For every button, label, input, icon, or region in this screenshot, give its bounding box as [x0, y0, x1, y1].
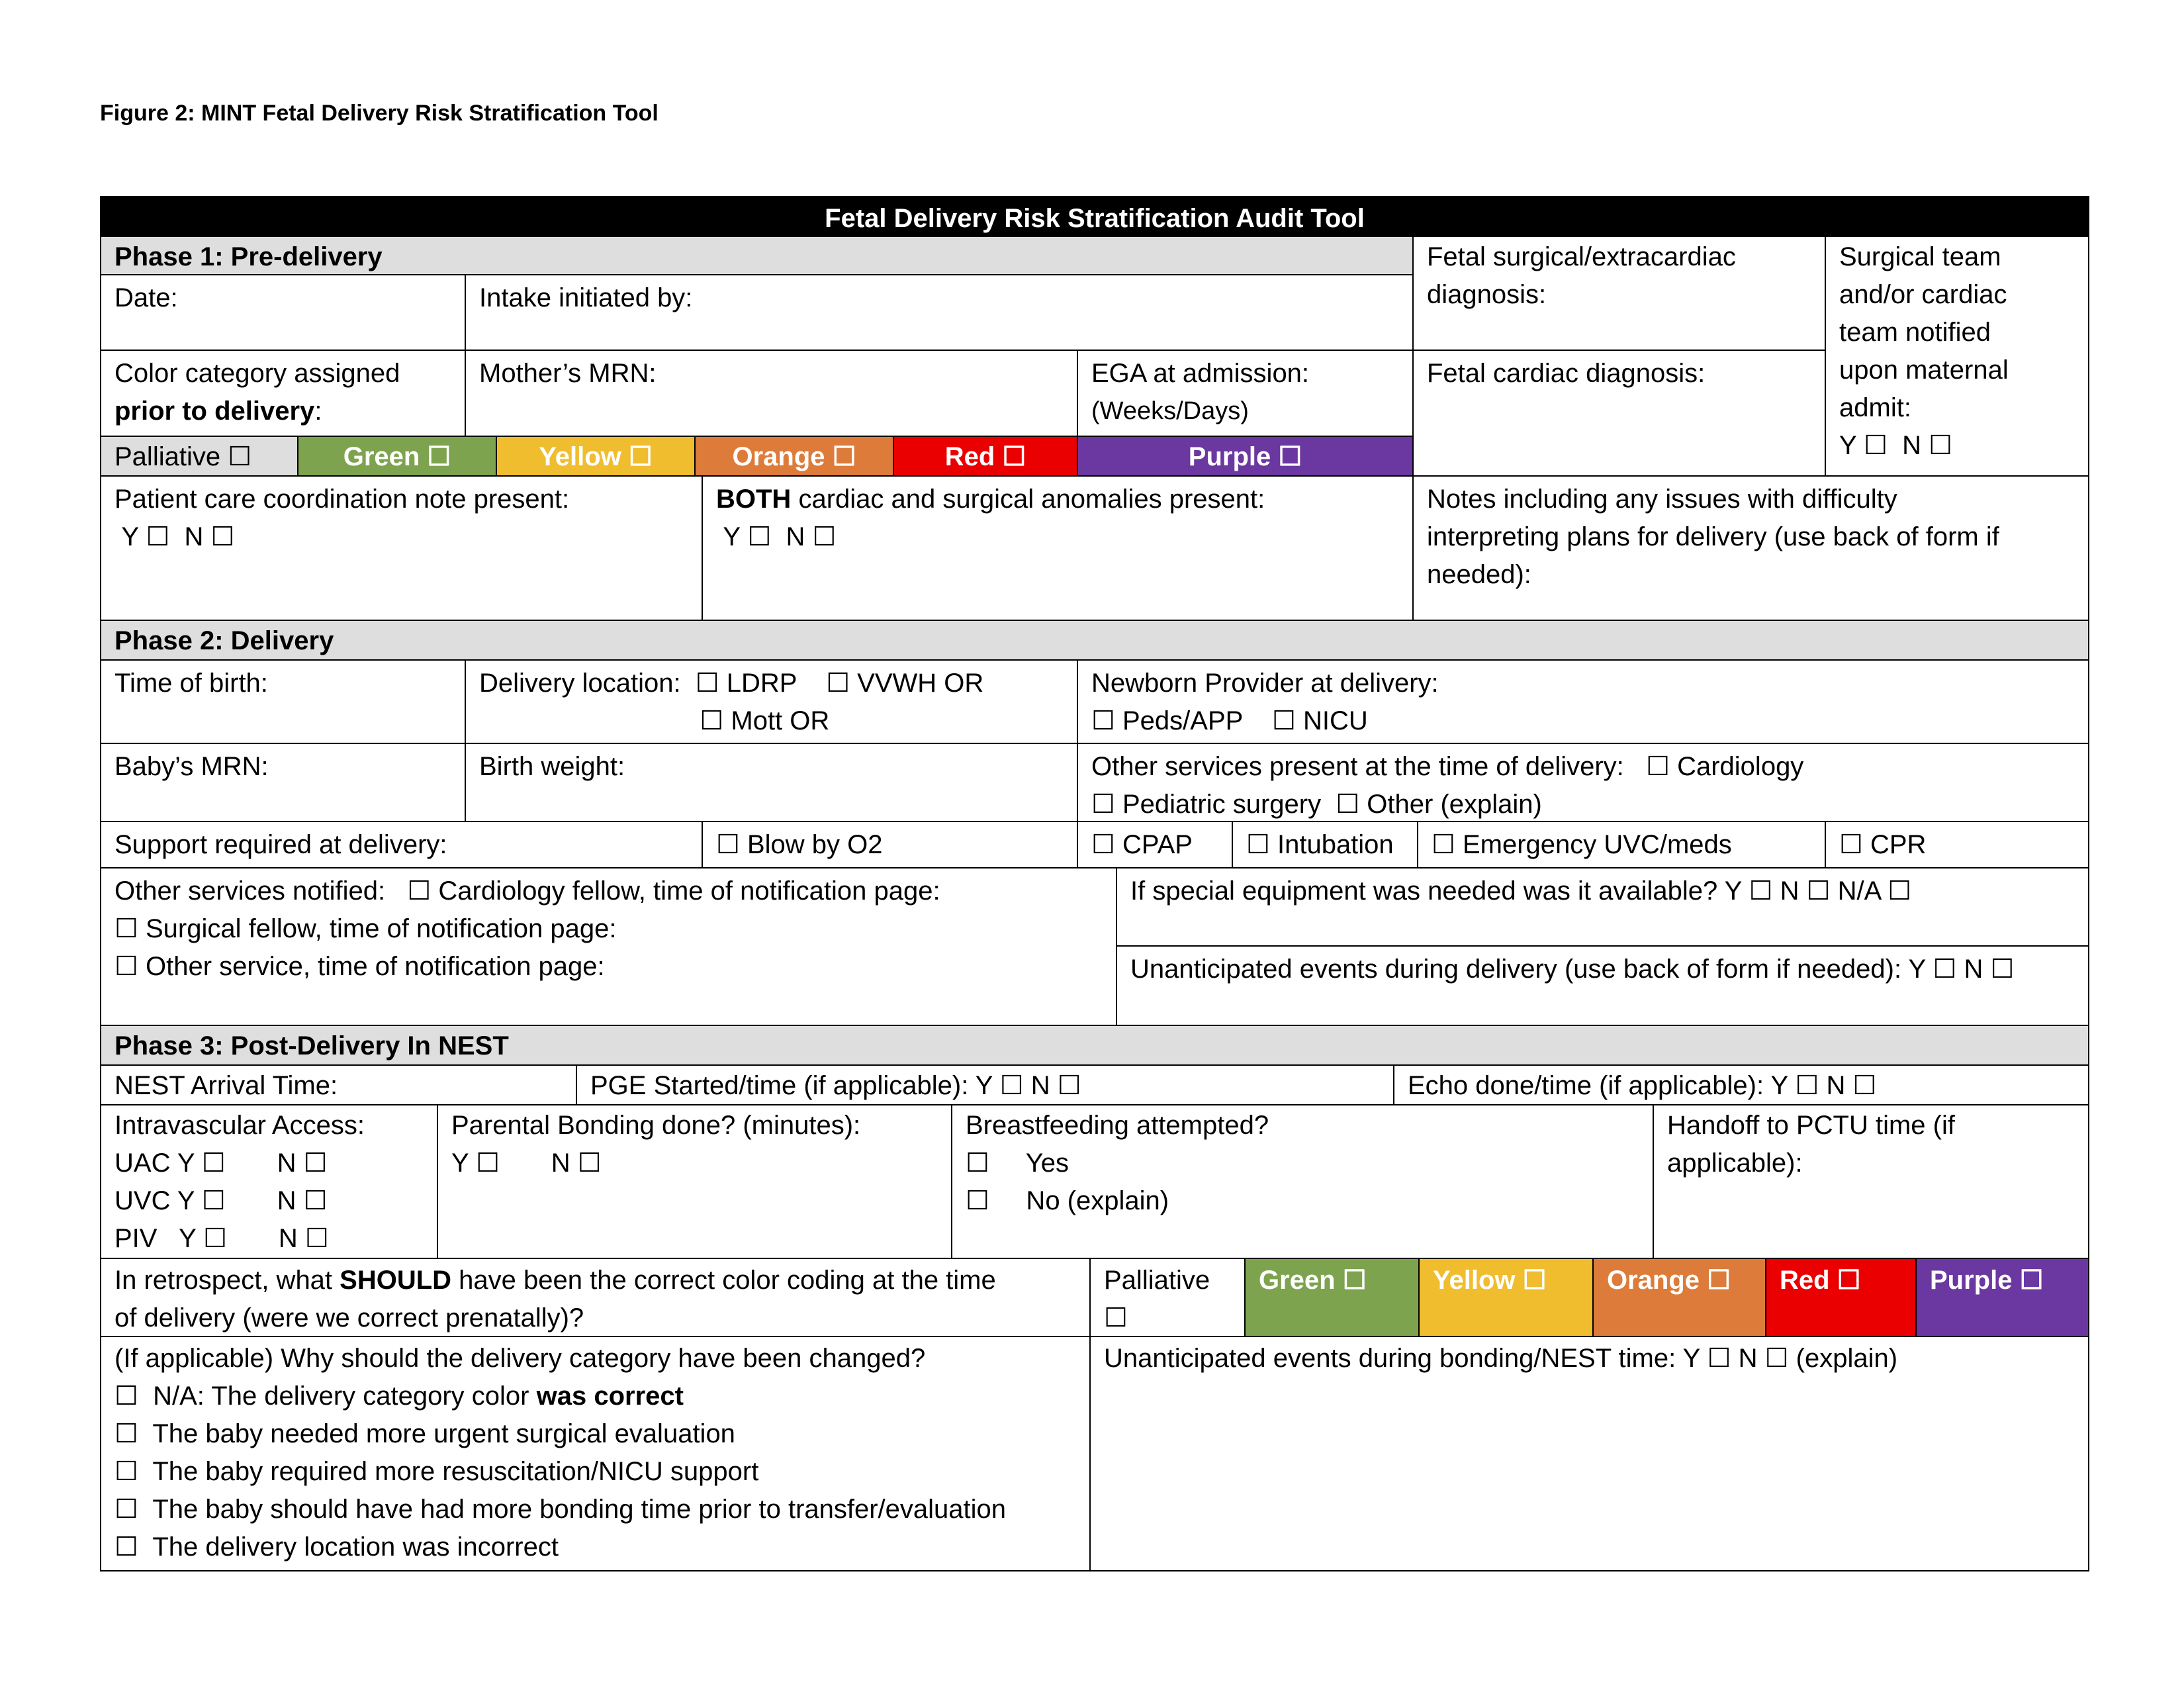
piv-checkbox[interactable]: PIV Y ☐ N ☐: [114, 1224, 329, 1253]
special-equipment-field[interactable]: [1116, 867, 2089, 947]
bonding-events-field[interactable]: [1089, 1336, 2089, 1571]
retro-palliative-label: Palliative: [1104, 1266, 1210, 1295]
both-anomalies-field: [702, 475, 1414, 621]
notified-cardiology[interactable]: Other services notified: ☐ Cardiology fellow, time of notification page:: [114, 876, 940, 906]
retrospect-question: [100, 1258, 1091, 1337]
color-option-red[interactable]: Red ☐: [893, 436, 1078, 477]
handoff-pctu-label-1: Handoff to PCTU time (if: [1667, 1111, 1955, 1140]
bonding-events-label: Unanticipated events during bonding/NEST time: Y ☐ N ☐ (explain): [1104, 1344, 1898, 1373]
date-label: Date:: [114, 283, 178, 312]
team-notified-checkbox[interactable]: Y ☐ N ☐: [1839, 431, 1953, 460]
retrospect-text-3: of delivery (were we correct prenatally)?: [114, 1303, 584, 1333]
support-cpr[interactable]: ☐ CPR: [1825, 821, 2089, 868]
support-required-label-cell: [100, 821, 703, 868]
intake-label: Intake initiated by:: [479, 283, 693, 312]
color-category-field: [100, 350, 466, 437]
handoff-pctu-label-2: applicable):: [1667, 1149, 1803, 1178]
special-equipment-label: If special equipment was needed was it available? Y ☐ N ☐ N/A ☐: [1130, 876, 1912, 906]
category-change-label: (If applicable) Why should the delivery category have been changed?: [114, 1344, 926, 1373]
both-anomalies-checkbox[interactable]: Y ☐ N ☐: [716, 522, 837, 551]
breastfeeding-label: Breastfeeding attempted?: [966, 1111, 1269, 1140]
other-services-present-label[interactable]: Other services present at the time of delivery: ☐ Cardiology: [1091, 752, 1804, 781]
surgical-diagnosis-label-1: Fetal surgical/extracardiac: [1427, 242, 1736, 271]
baby-mrn-field[interactable]: [100, 743, 466, 822]
intravascular-access-field: [100, 1104, 438, 1259]
other-services-present-options[interactable]: ☐ Pediatric surgery ☐ Other (explain): [1091, 790, 1542, 819]
delivery-notes-label-1: Notes including any issues with difficulty: [1427, 485, 1897, 514]
team-notified-label-2: and/or cardiac: [1839, 280, 2007, 309]
category-change-field: [100, 1336, 1091, 1571]
color-option-palliative[interactable]: Palliative ☐: [100, 436, 298, 477]
audit-tool-form: [100, 196, 2089, 1571]
other-services-present-field: [1077, 743, 2089, 822]
surgical-diagnosis-field[interactable]: [1412, 236, 1826, 351]
date-field[interactable]: [100, 274, 466, 351]
uvc-checkbox[interactable]: UVC Y ☐ N ☐: [114, 1186, 328, 1215]
handoff-pctu-field[interactable]: [1653, 1104, 2089, 1259]
team-notified-label-1: Surgical team: [1839, 242, 2001, 271]
cardiac-diagnosis-label: Fetal cardiac diagnosis:: [1427, 359, 1706, 388]
echo-done-label: Echo done/time (if applicable): Y ☐ N ☐: [1408, 1071, 1877, 1100]
coordination-note-field: [100, 475, 703, 621]
why-option-surgical[interactable]: ☐ The baby needed more urgent surgical evaluation: [114, 1419, 735, 1448]
retro-option-green[interactable]: Green ☐: [1244, 1258, 1420, 1337]
delivery-location-field: [465, 659, 1078, 744]
cardiac-diagnosis-field[interactable]: [1412, 350, 1826, 477]
ega-label: EGA at admission:: [1091, 359, 1310, 388]
why-option-bonding[interactable]: ☐ The baby should have had more bonding time prior to transfer/evaluation: [114, 1495, 1007, 1524]
pge-started-field[interactable]: [576, 1064, 1394, 1105]
team-notified-field: [1825, 236, 2089, 477]
team-notified-label-5: admit:: [1839, 393, 1911, 422]
uac-checkbox[interactable]: UAC Y ☐ N ☐: [114, 1149, 328, 1178]
delivery-notes-field[interactable]: [1412, 475, 2089, 621]
retrospect-should: SHOULD: [340, 1266, 452, 1295]
coordination-note-label: Patient care coordination note present:: [114, 485, 570, 514]
delivery-notes-label-2: interpreting plans for delivery (use back of form if: [1427, 522, 1999, 551]
support-cpap[interactable]: ☐ CPAP: [1077, 821, 1233, 868]
retrospect-text-2: have been the correct color coding at the time: [451, 1266, 996, 1295]
echo-done-field[interactable]: [1393, 1064, 2089, 1105]
ega-units: (Weeks/Days): [1091, 397, 1249, 425]
team-notified-label-3: team notified: [1839, 318, 1991, 347]
retro-option-red[interactable]: Red ☐: [1765, 1258, 1917, 1337]
phase2-title: Phase 2: Delivery: [100, 620, 2089, 661]
retro-option-yellow[interactable]: Yellow ☐: [1418, 1258, 1594, 1337]
parental-bonding-label: Parental Bonding done? (minutes):: [451, 1111, 861, 1140]
color-category-label-1: Color category assigned: [114, 359, 400, 388]
breastfeeding-no[interactable]: ☐ No (explain): [966, 1186, 1169, 1215]
parental-bonding-field: [437, 1104, 952, 1259]
intake-field[interactable]: [465, 274, 1414, 351]
mother-mrn-field[interactable]: [465, 350, 1078, 437]
team-notified-label-4: upon maternal: [1839, 355, 2009, 385]
ega-field[interactable]: [1077, 350, 1414, 437]
color-option-purple[interactable]: Purple ☐: [1077, 436, 1414, 477]
time-of-birth-label: Time of birth:: [114, 669, 268, 698]
baby-mrn-label: Baby’s MRN:: [114, 752, 269, 781]
newborn-provider-field: [1077, 659, 2089, 744]
parental-bonding-checkbox[interactable]: Y ☐ N ☐: [451, 1149, 602, 1178]
breastfeeding-field: [951, 1104, 1654, 1259]
surgical-diagnosis-label-2: diagnosis:: [1427, 280, 1547, 309]
form-header: Fetal Delivery Risk Stratification Audit Tool: [100, 196, 2089, 237]
breastfeeding-yes[interactable]: ☐ Yes: [966, 1149, 1069, 1178]
retrospect-text-1: In retrospect, what: [114, 1266, 340, 1295]
nest-arrival-label: NEST Arrival Time:: [114, 1071, 338, 1100]
delivery-notes-label-3: needed):: [1427, 560, 1531, 589]
pge-started-label: PGE Started/time (if applicable): Y ☐ N ☐: [590, 1071, 1081, 1100]
support-blow-by[interactable]: ☐ Blow by O2: [702, 821, 1078, 868]
retro-option-palliative[interactable]: [1089, 1258, 1246, 1337]
unanticipated-delivery-label: Unanticipated events during delivery (use back of form if needed): Y ☐ N ☐: [1130, 955, 2015, 984]
color-category-label-3: :: [314, 397, 322, 426]
retro-option-orange[interactable]: Orange ☐: [1592, 1258, 1766, 1337]
phase1-title: Phase 1: Pre-delivery: [100, 236, 1414, 275]
color-option-orange[interactable]: Orange ☐: [694, 436, 894, 477]
delivery-location-options[interactable]: Delivery location: ☐ LDRP ☐ VVWH OR: [479, 669, 984, 698]
time-of-birth-field[interactable]: [100, 659, 466, 744]
unanticipated-delivery-field[interactable]: [1116, 945, 2089, 1026]
both-anomalies-label: cardiac and surgical anomalies present:: [791, 485, 1265, 514]
newborn-provider-options[interactable]: ☐ Peds/APP ☐ NICU: [1091, 706, 1368, 735]
figure-title: Figure 2: MINT Fetal Delivery Risk Stratification Tool: [100, 101, 659, 126]
support-uvc-meds[interactable]: ☐ Emergency UVC/meds: [1417, 821, 1826, 868]
mother-mrn-label: Mother’s MRN:: [479, 359, 657, 388]
delivery-location-mott[interactable]: ☐ Mott OR: [479, 706, 830, 735]
why-option-resuscitation[interactable]: ☐ The baby required more resuscitation/NICU support: [114, 1457, 759, 1486]
color-option-green[interactable]: Green ☐: [297, 436, 497, 477]
other-services-notified-field: [100, 867, 1117, 1026]
coordination-note-checkbox[interactable]: Y ☐ N ☐: [114, 522, 235, 551]
color-category-label-2: prior to delivery: [114, 397, 315, 426]
color-option-yellow[interactable]: Yellow ☐: [496, 436, 696, 477]
why-option-correct[interactable]: ☐ N/A: The delivery category color was correct: [114, 1382, 684, 1411]
nest-arrival-field[interactable]: [100, 1064, 577, 1105]
phase3-title: Phase 3: Post-Delivery In NEST: [100, 1025, 2089, 1066]
retro-palliative-checkbox[interactable]: ☐: [1104, 1303, 1128, 1333]
intravascular-access-label: Intravascular Access:: [114, 1111, 365, 1140]
notified-surgical[interactable]: ☐ Surgical fellow, time of notification page:: [114, 914, 617, 943]
newborn-provider-label: Newborn Provider at delivery:: [1091, 669, 1439, 698]
why-option-location[interactable]: ☐ The delivery location was incorrect: [114, 1532, 559, 1562]
birth-weight-label: Birth weight:: [479, 752, 625, 781]
both-anomalies-bold: BOTH: [716, 485, 792, 514]
support-required-label: Support required at delivery:: [114, 830, 447, 859]
retro-option-purple[interactable]: Purple ☐: [1915, 1258, 2089, 1337]
notified-other[interactable]: ☐ Other service, time of notification page:: [114, 952, 605, 981]
birth-weight-field[interactable]: [465, 743, 1078, 822]
support-intubation[interactable]: ☐ Intubation: [1232, 821, 1418, 868]
